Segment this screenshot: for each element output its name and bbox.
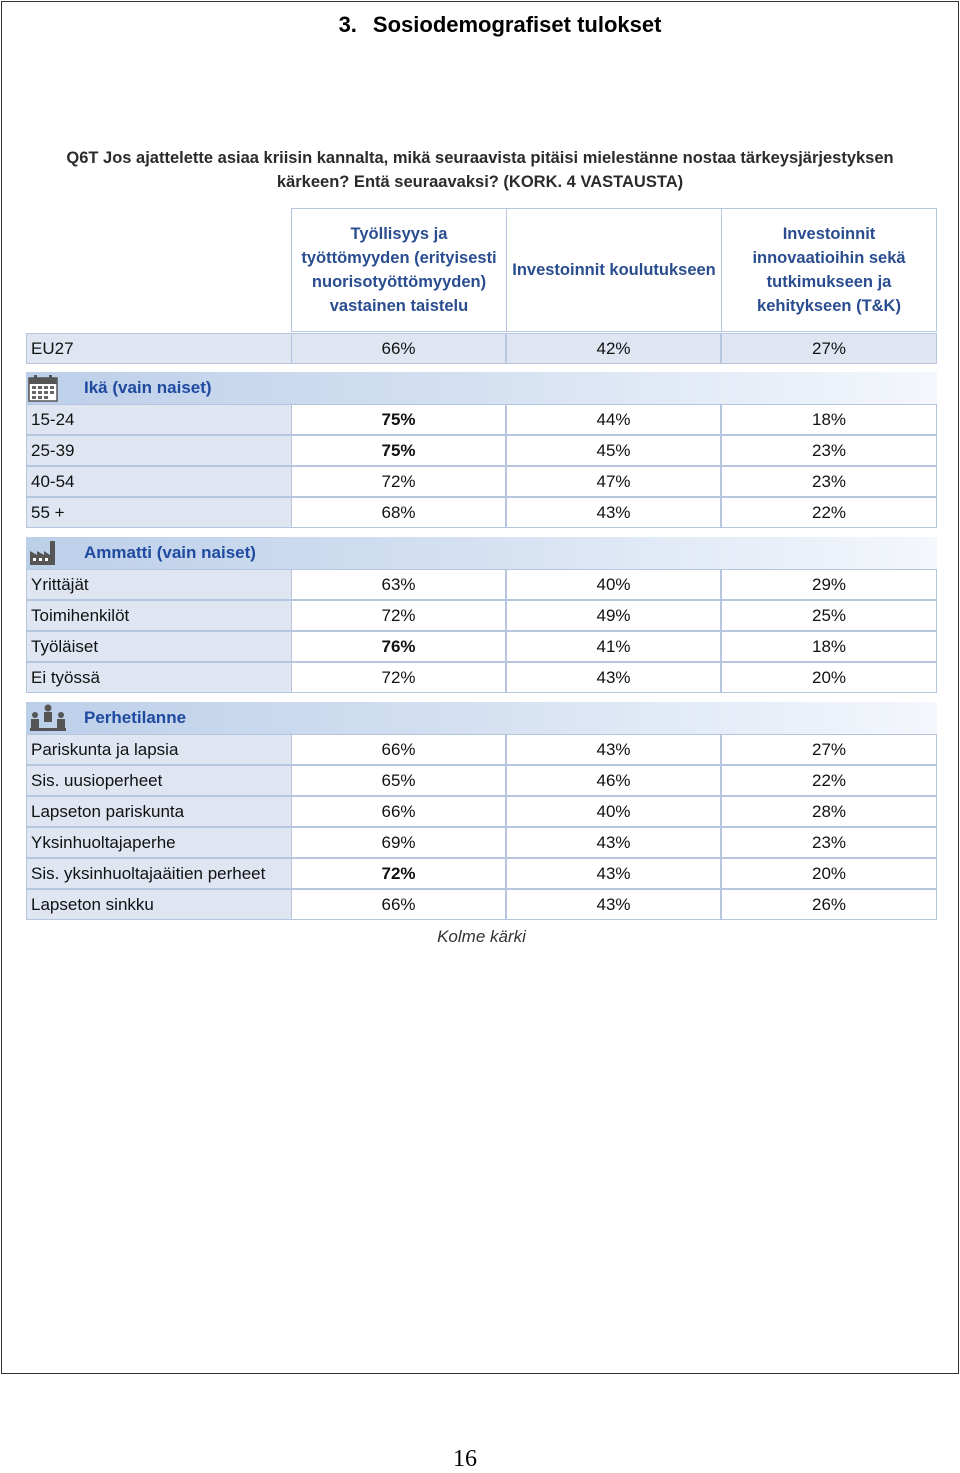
cell-innovation: 23%: [721, 827, 937, 858]
row-label: Ei työssä: [26, 662, 291, 693]
table-row-eu27: [26, 333, 937, 364]
cell-innovation: 18%: [721, 631, 937, 662]
table-row: [26, 435, 937, 466]
column-header-innovation: Investoinnit innovaatioihin sekä tutkimukseen ja kehitykseen (T&K): [721, 208, 937, 332]
cell-employment: 66%: [291, 796, 506, 827]
row-label: Yksinhuoltajaperhe: [26, 827, 291, 858]
row-label: 15-24: [26, 404, 291, 435]
calendar-icon: [28, 374, 58, 402]
row-label: Yrittäjät: [26, 569, 291, 600]
cell-innovation: 29%: [721, 569, 937, 600]
cell-education: 43%: [506, 889, 721, 920]
cell-education: 40%: [506, 796, 721, 827]
table-row: [26, 889, 937, 920]
row-label: Sis. uusioperheet: [26, 765, 291, 796]
table-row: [26, 796, 937, 827]
cell-education: 40%: [506, 569, 721, 600]
cell-innovation: 22%: [721, 765, 937, 796]
cell-education: 43%: [506, 662, 721, 693]
cell-innovation: 23%: [721, 466, 937, 497]
section-title: Ikä (vain naiset): [84, 378, 212, 397]
cell-education: 47%: [506, 466, 721, 497]
row-label: 25-39: [26, 435, 291, 466]
cell-innovation: 27%: [721, 333, 937, 364]
table-row: [26, 404, 937, 435]
table-row: [26, 466, 937, 497]
table-row: [26, 600, 937, 631]
section-header-occupation: [26, 537, 937, 569]
cell-innovation: 20%: [721, 662, 937, 693]
cell-innovation: 26%: [721, 889, 937, 920]
heading-number: 3.: [338, 12, 357, 37]
cell-innovation: 23%: [721, 435, 937, 466]
section-title: Perhetilanne: [84, 708, 187, 727]
table-row: [26, 734, 937, 765]
cell-education: 43%: [506, 827, 721, 858]
cell-education: 44%: [506, 404, 721, 435]
row-label: Lapseton pariskunta: [26, 796, 291, 827]
row-label: Sis. yksinhuoltajaäitien perheet: [26, 858, 291, 889]
cell-education: 49%: [506, 600, 721, 631]
factory-icon: [28, 539, 58, 567]
table-row: [26, 765, 937, 796]
page-heading: [0, 12, 960, 38]
cell-employment: 72%: [291, 858, 506, 889]
cell-employment: 69%: [291, 827, 506, 858]
cell-innovation: 18%: [721, 404, 937, 435]
row-label: EU27: [26, 333, 291, 364]
cell-innovation: 28%: [721, 796, 937, 827]
cell-employment: 66%: [291, 889, 506, 920]
row-label: Pariskunta ja lapsia: [26, 734, 291, 765]
cell-education: 43%: [506, 497, 721, 528]
page-number: 16: [453, 1446, 477, 1472]
cell-education: 43%: [506, 734, 721, 765]
table-row: [26, 569, 937, 600]
table-row: [26, 858, 937, 889]
section-header-age: [26, 372, 937, 404]
table-row: [26, 631, 937, 662]
cell-innovation: 22%: [721, 497, 937, 528]
cell-education: 42%: [506, 333, 721, 364]
row-label: Toimihenkilöt: [26, 600, 291, 631]
cell-employment: 66%: [291, 734, 506, 765]
cell-employment: 65%: [291, 765, 506, 796]
cell-education: 43%: [506, 858, 721, 889]
cell-employment: 72%: [291, 466, 506, 497]
cell-employment: 66%: [291, 333, 506, 364]
cell-employment: 72%: [291, 600, 506, 631]
cell-employment: 63%: [291, 569, 506, 600]
family-icon: [28, 704, 68, 732]
row-label: Työläiset: [26, 631, 291, 662]
cell-employment: 75%: [291, 404, 506, 435]
column-header-education: Investoinnit koulutukseen: [506, 208, 722, 332]
cell-education: 46%: [506, 765, 721, 796]
question-text: Q6T Jos ajattelette asiaa kriisin kannalta, mikä seuraavista pitäisi mielestänne nostaa tärkeysjärjestyksen kärkeen? Entä seuraavaksi? (KORK. 4 VASTAUSTA): [66, 149, 894, 191]
cell-innovation: 27%: [721, 734, 937, 765]
row-label: Lapseton sinkku: [26, 889, 291, 920]
cell-innovation: 25%: [721, 600, 937, 631]
cell-education: 45%: [506, 435, 721, 466]
cell-employment: 75%: [291, 435, 506, 466]
table-row: [26, 497, 937, 528]
section-header-family: [26, 702, 937, 734]
footer-note: Kolme kärki: [437, 927, 526, 946]
heading-title: Sosiodemografiset tulokset: [372, 12, 662, 37]
table-row: [26, 662, 937, 693]
cell-employment: 68%: [291, 497, 506, 528]
cell-employment: 72%: [291, 662, 506, 693]
section-title: Ammatti (vain naiset): [84, 543, 256, 562]
cell-employment: 76%: [291, 631, 506, 662]
row-label: 40-54: [26, 466, 291, 497]
cell-innovation: 20%: [721, 858, 937, 889]
column-header-employment: Työllisyys ja työttömyyden (erityisesti nuorisotyöttömyyden) vastainen taistelu: [291, 208, 507, 332]
table-row: [26, 827, 937, 858]
row-label: 55 +: [26, 497, 291, 528]
cell-education: 41%: [506, 631, 721, 662]
